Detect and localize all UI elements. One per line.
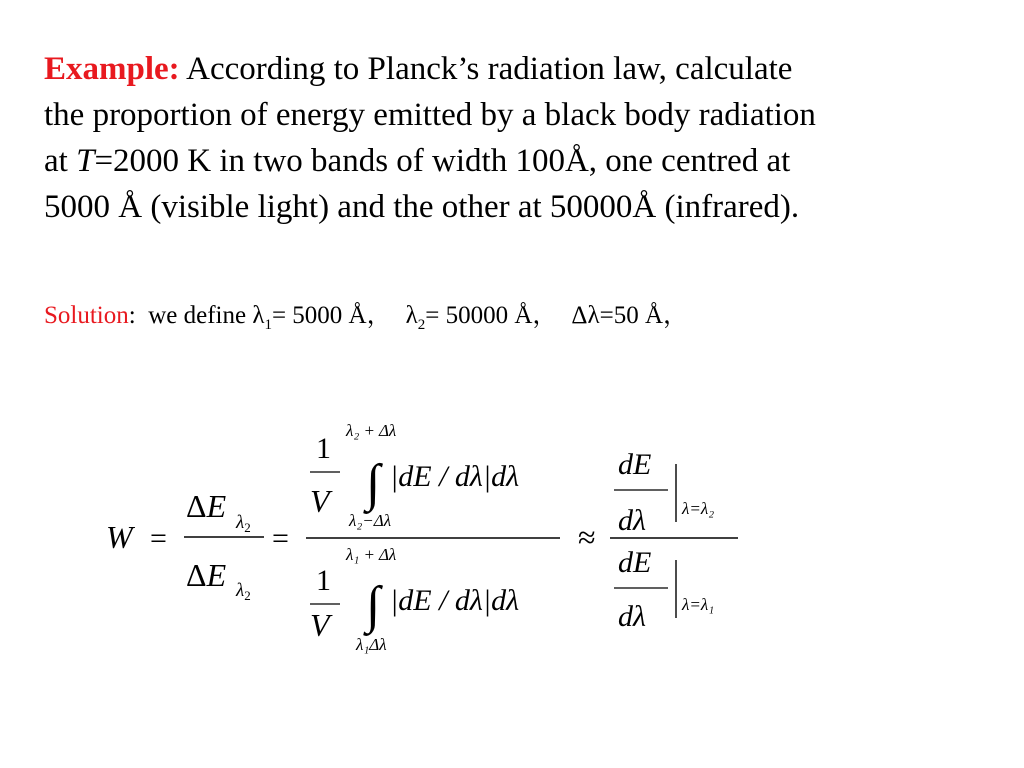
problem-text-3b: =2000 K in two bands of width 100Å, one centred at [94, 143, 791, 179]
r-den-dE: dE [618, 546, 652, 579]
problem-text-1: According to Planck’s radiation law, calculate [186, 51, 793, 87]
eq-deltaE-den: ΔE [186, 557, 227, 593]
den-one: 1 [316, 564, 331, 597]
den-lower-limit: λ₁Δλ [356, 635, 387, 654]
r-den-dl: dλ [618, 600, 646, 633]
problem-line-3 [44, 138, 1004, 184]
problem-line-1 [44, 46, 1004, 92]
eq-sub-num: $\lambda_2$ [236, 512, 251, 535]
temperature-symbol: T [76, 143, 95, 179]
solution-label: Solution [44, 302, 129, 329]
lambda1-value: = 5000 Å， [271, 302, 392, 329]
num-upper-limit: λ₂ + Δλ [346, 421, 397, 440]
problem-line-4: 5000 Å (visible light) and the other at 50000Å (infrared). [44, 189, 800, 225]
ratio-equation [0, 400, 1024, 680]
r-num-dE: dE [618, 448, 652, 481]
den-integrand: |dE / dλ|dλ [390, 584, 520, 617]
r-den-eval: λ=λ₁ [682, 595, 715, 614]
eq-deltaE-num: ΔE [186, 488, 227, 524]
num-lower-limit: λ₂−Δλ [349, 511, 392, 530]
solution-colon: : [128, 302, 136, 329]
r-num-dl: dλ [618, 504, 646, 537]
problem-line-2: the proportion of energy emitted by a black body radiation [44, 97, 816, 133]
solution-define: we define [148, 302, 247, 329]
problem-statement [44, 46, 1004, 230]
eq-approx: ≈ [578, 519, 596, 555]
eq-equals-1: = [150, 522, 167, 555]
lambda2: $\lambda_2$ [405, 302, 426, 333]
eq-equals-2: = [272, 522, 289, 555]
problem-text-3a: at [44, 143, 68, 179]
solution-line [44, 296, 1004, 345]
lambda1: $\lambda_1$ [252, 302, 272, 333]
delta-lambda-value: =50 Å， [599, 302, 688, 329]
den-integral-icon: ∫ [366, 577, 381, 634]
num-integrand: |dE / dλ|dλ [390, 460, 520, 493]
num-one: 1 [316, 432, 331, 465]
lambda2-value: = 50000 Å， [425, 302, 558, 329]
example-label: Example: [44, 51, 180, 87]
num-integral-icon: ∫ [366, 455, 381, 512]
r-num-eval: λ=λ₂ [682, 499, 715, 518]
den-V: V [310, 607, 330, 643]
eq-W: W [106, 519, 133, 555]
den-upper-limit: λ₁ + Δλ [346, 545, 397, 564]
eq-sub-den: $\lambda_2$ [236, 580, 251, 603]
num-V: V [310, 483, 330, 519]
delta-lambda: Δλ [571, 302, 600, 329]
